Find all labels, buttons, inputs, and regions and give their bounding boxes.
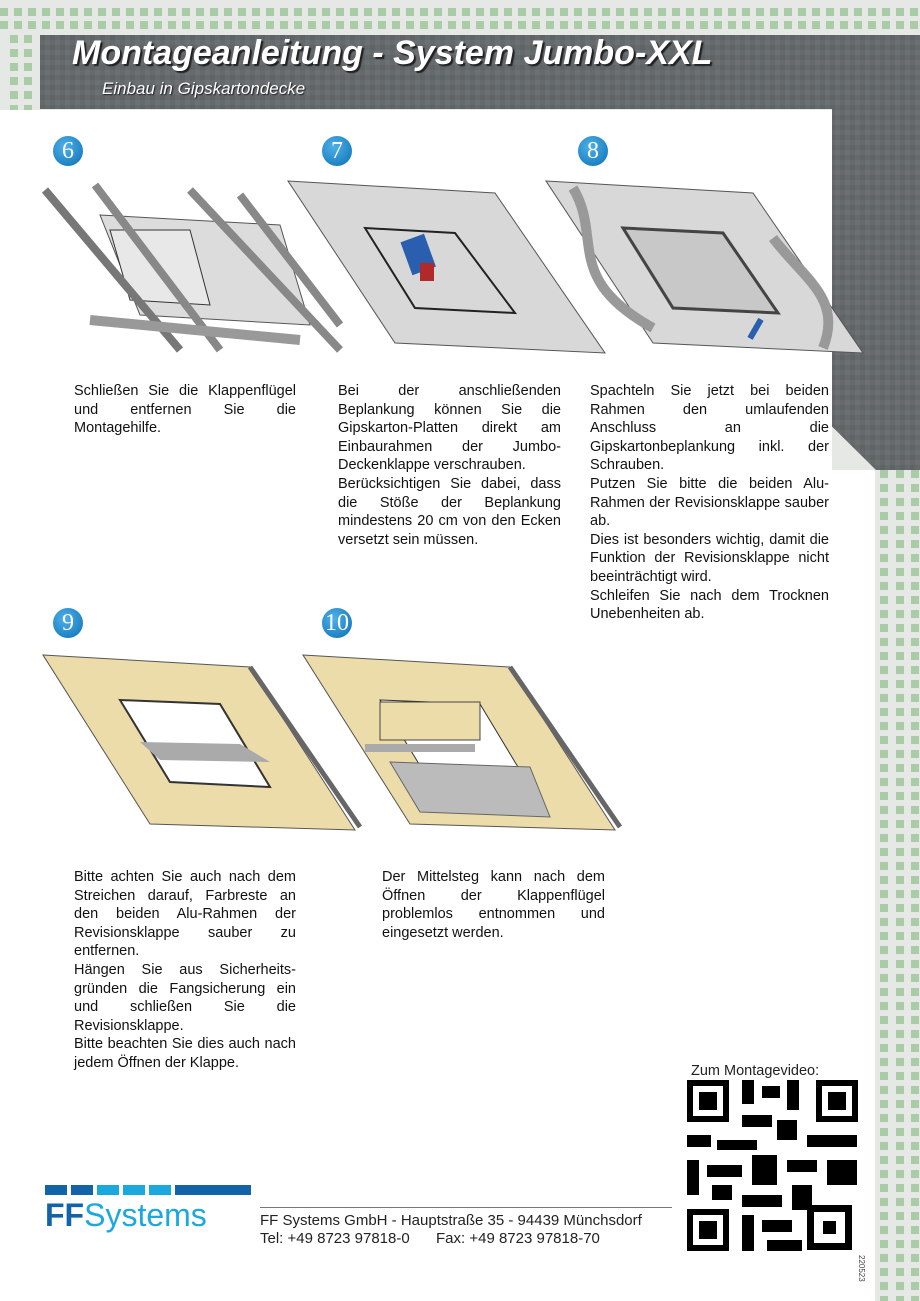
step-8-text: Spachteln Sie jetzt bei beiden Rahmen den umlaufenden Anschluss an die Gipskartonbeplankung inkl. der Schrauben. Putzen Sie bitte die beiden Alu-Rahmen der Revisionsklappe sauber ab. Dies ist besonders wichtig, damit die Funktion der Revisionsklappe nicht beeinträchtigt wird. Schleifen Sie nach dem Trocknen Unebenheiten ab. [590, 383, 829, 623]
illustration-step-10 [300, 652, 625, 832]
step-7-text: Bei der anschließenden Beplankung können Sie die Gipskarton-Platten direkt am Einbaurahmen der Jumbo-Deckenklappe verschrauben. Berücksichtigen Sie dabei, dass die Stöße der Beplankung mindestens 20 cm von den Ecken versetzt sein müssen. [338, 383, 561, 548]
qr-code[interactable] [687, 1080, 858, 1251]
step-number-6: 6 [53, 136, 83, 166]
page-title: Montageanleitung - System Jumbo-XXL [72, 34, 713, 72]
step-number-7: 7 [322, 136, 352, 166]
step-number-9: 9 [53, 608, 83, 638]
video-label: Zum Montagevideo: [691, 1063, 820, 1079]
footer-address: FF Systems GmbH - Hauptstraße 35 - 94439 Münchsdorf [260, 1212, 642, 1229]
step-9-text: Bitte achten Sie auch nach dem Streichen darauf, Farbreste an den beiden Alu-Rahmen der Revisionsklappe sauber zu entfernen. Hängen Sie aus Sicherheits-gründen die Fangsicherung ein und schließen Sie die Revisionsklappe. Bitte beachten Sie dies auch nach jedem Öffnen der Klappe. [74, 869, 296, 1071]
step-6-text: Schließen Sie die Klappenflügel und entfernen Sie die Montagehilfe. [74, 383, 296, 437]
ffsystems-logo: FFSystems [45, 1185, 251, 1233]
step-number-8: 8 [578, 136, 608, 166]
footer-tel: Tel: +49 8723 97818-0 [260, 1230, 410, 1247]
step-number-10: 10 [322, 608, 352, 638]
illustration-step-8 [543, 178, 868, 358]
footer-divider [260, 1207, 672, 1208]
page-subtitle: Einbau in Gipskartondecke [102, 79, 306, 98]
step-10-text: Der Mittelsteg kann nach dem Öffnen der Klappenflügel problemlos entnommen und eingesetzt werden. [382, 869, 605, 941]
document-code: 220523 [857, 1255, 866, 1282]
footer-fax: Fax: +49 8723 97818-70 [436, 1230, 600, 1247]
